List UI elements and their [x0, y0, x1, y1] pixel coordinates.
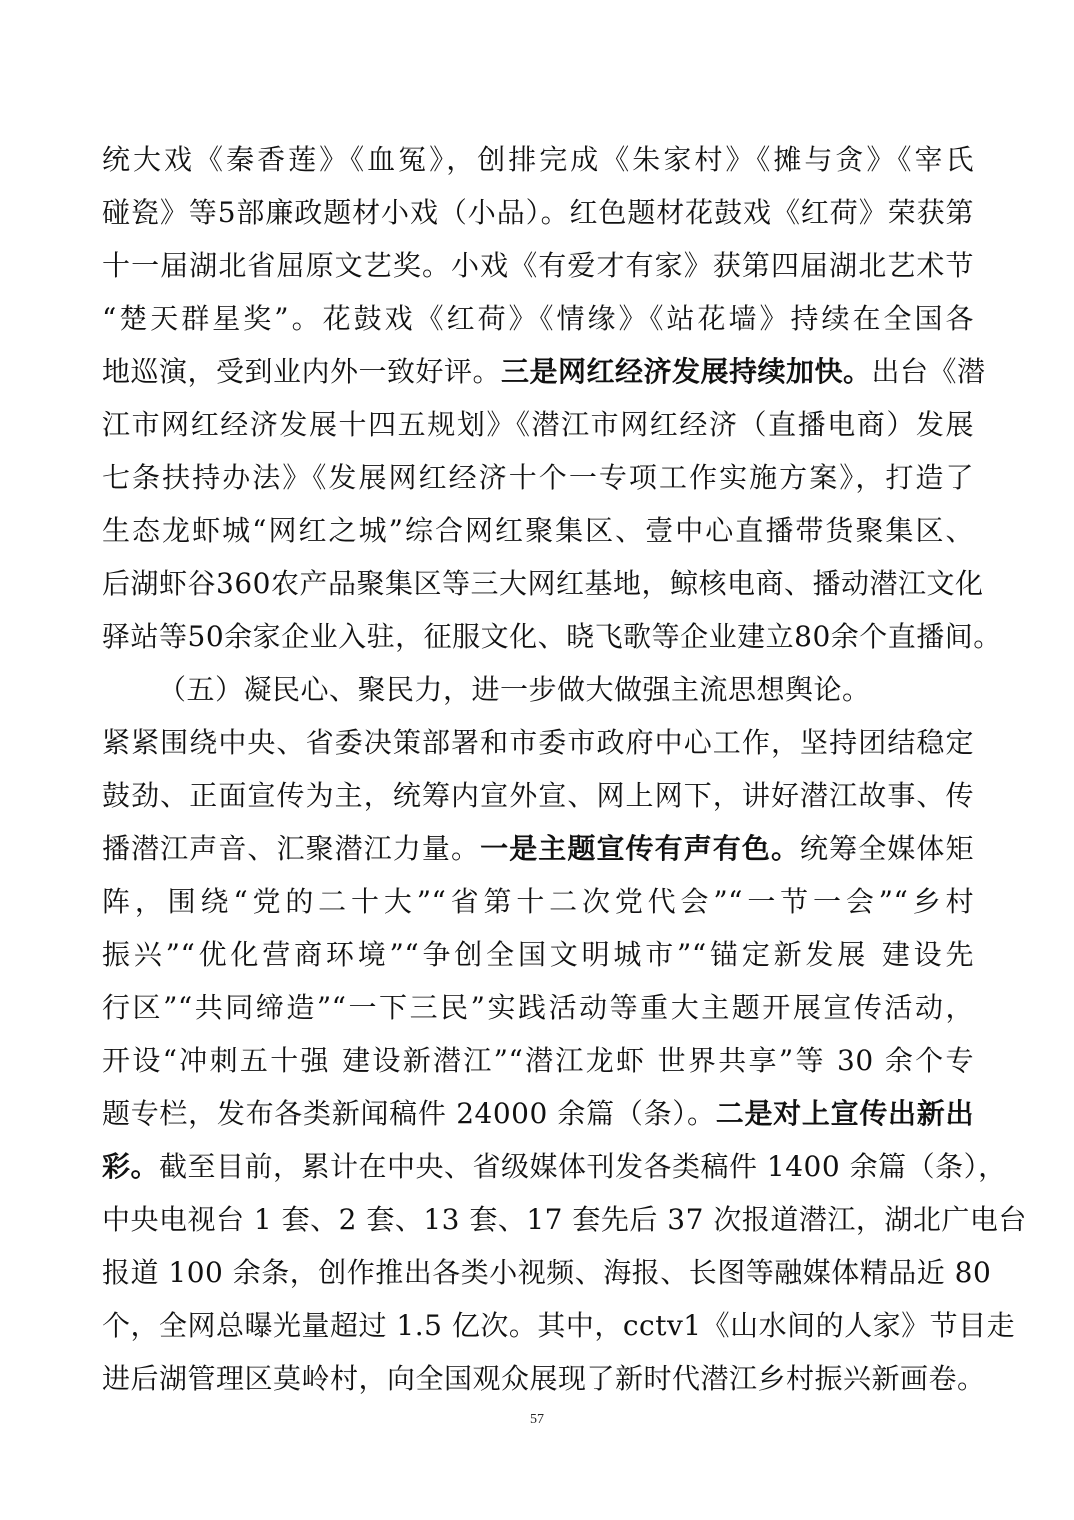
text-run: 题专栏，发布各类新闻稿件 24000 余篇（条）。 [102, 1097, 716, 1130]
text-line [102, 1147, 1007, 1187]
text-run: 截至目前，累计在中央、省级媒体刊发各类稿件 1400 余篇（条）， [159, 1150, 1007, 1183]
text-line: 紧紧围绕中央、省委决策部署和市委市政府中心工作，坚持团结稳定 [102, 726, 974, 759]
text-line [102, 829, 974, 869]
text-line: 碰瓷》等5部廉政题材小戏（小品）。红色题材花鼓戏《红荷》荣获第 [102, 196, 974, 229]
text-line: 江市网红经济发展十四五规划》《潜江市网红经济（直播电商）发展 [102, 408, 974, 441]
bold-lead-phrase: 三是网红经济发展持续加快。 [501, 355, 872, 388]
text-line: 生态龙虾城“网红之城”综合网红聚集区、壹中心直播带货聚集区、 [102, 514, 974, 547]
bold-lead-phrase: 二是对上宣传出新出 [715, 1097, 974, 1130]
text-line: 行区”“共同缔造”“一下三民”实践活动等重大主题开展宣传活动， [102, 991, 974, 1024]
text-line [102, 1094, 974, 1134]
text-line: 个，全网总曝光量超过 1.5 亿次。其中，cctv1《山水间的人家》节目走 [102, 1309, 1016, 1342]
text-run: 播潜江声音、汇聚潜江力量。 [102, 832, 481, 865]
text-line: 十一届湖北省屈原文艺奖。小戏《有爱才有家》获第四届湖北艺术节 [102, 249, 974, 282]
text-line [102, 352, 986, 392]
text-line: 后湖虾谷360农产品聚集区等三大网红基地，鲸核电商、播动潜江文化 [102, 567, 984, 600]
text-line: 中央电视台 1 套、2 套、13 套、17 套先后 37 次报道潜江，湖北广电台 [102, 1203, 1027, 1236]
text-line: 驿站等50余家企业入驻，征服文化、晓飞歌等企业建立80余个直播间。 [102, 620, 1002, 653]
text-line: 振兴”“优化营商环境”“争创全国文明城市”“锚定新发展 建设先 [102, 938, 974, 971]
text-line: 统大戏《秦香莲》《血冤》，创排完成《朱家村》《摊与贪》《宰氏 [102, 143, 974, 176]
page-number: 57 [530, 1412, 544, 1427]
text-run: 出台《潜 [871, 355, 986, 388]
text-line: 阵，围绕“党的二十大”“省第十二次党代会”“一节一会”“乡村 [102, 885, 974, 918]
bold-lead-phrase: 彩。 [102, 1150, 160, 1183]
text-line: 鼓劲、正面宣传为主，统筹内宣外宣、网上网下，讲好潜江故事、传 [102, 779, 974, 812]
text-run: 统筹全媒体矩 [800, 832, 974, 865]
text-line: 七条扶持办法》《发展网红经济十个一专项工作实施方案》，打造了 [102, 461, 974, 494]
bold-lead-phrase: 一是主题宣传有声有色。 [480, 832, 801, 865]
text-line: 开设“冲刺五十强 建设新潜江”“潜江龙虾 世界共享”等 30 余个专 [102, 1044, 974, 1077]
section-heading: （五）凝民心、聚民力，进一步做大做强主流思想舆论。 [158, 673, 871, 706]
text-run: 地巡演，受到业内外一致好评。 [102, 355, 502, 388]
text-line: 进后湖管理区莫岭村，向全国观众展现了新时代潜江乡村振兴新画卷。 [102, 1362, 986, 1395]
text-line: 报道 100 余条，创作推出各类小视频、海报、长图等融媒体精品近 80 [102, 1256, 992, 1289]
text-line: “楚天群星奖”。花鼓戏《红荷》《情缘》《站花墙》持续在全国各 [102, 302, 974, 335]
